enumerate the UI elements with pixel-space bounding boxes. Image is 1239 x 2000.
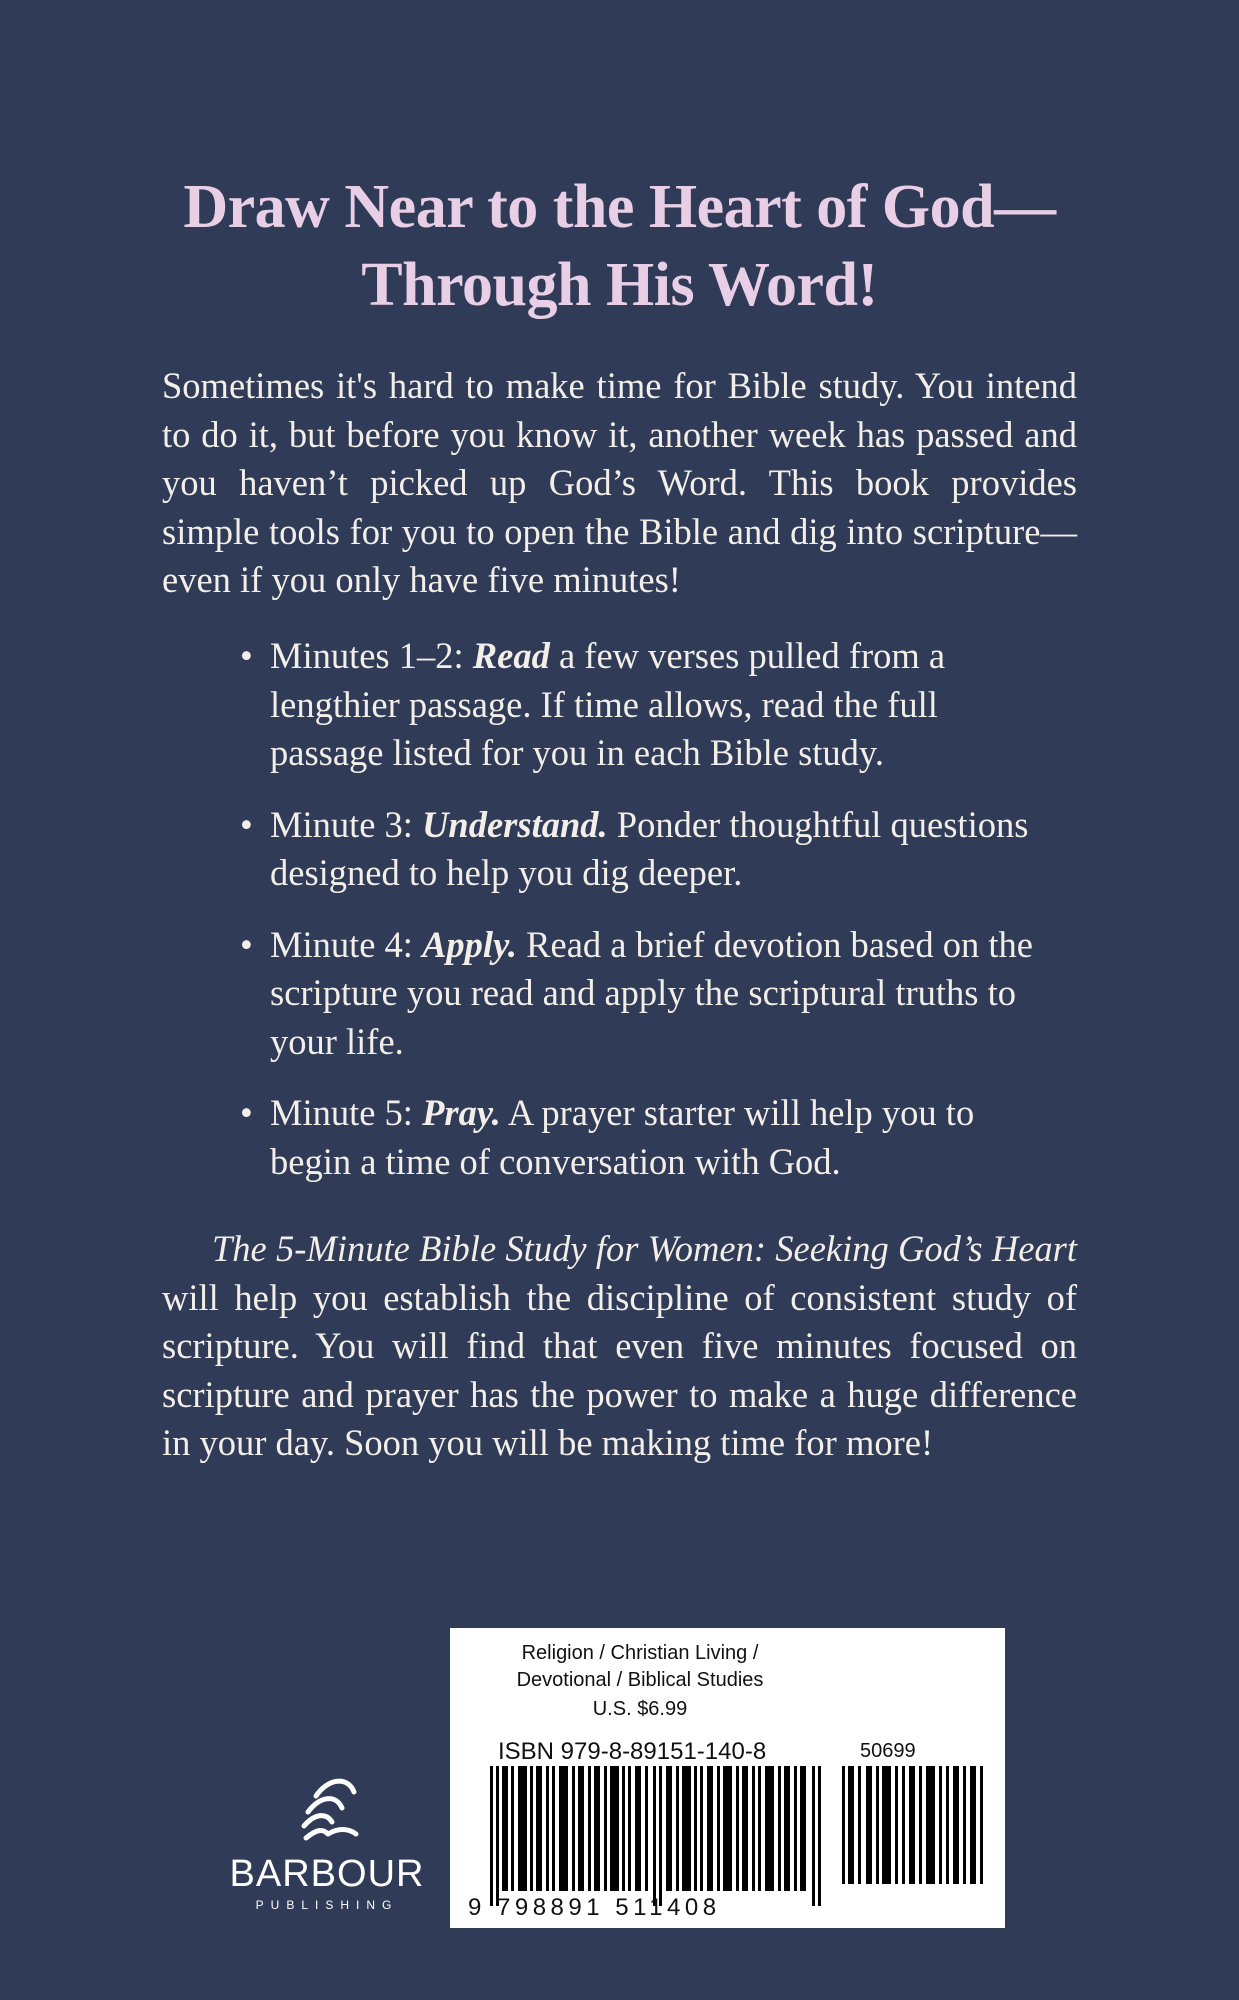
publisher-name: BARBOUR bbox=[229, 1853, 425, 1895]
price-text: U.S. $6.99 bbox=[592, 1698, 688, 1720]
list-item: • Minutes 1–2: Read a few verses pulled from a lengthier passage. If time allows, read the full passage listed for you in each Bible study. bbox=[240, 632, 1040, 778]
category-text: Religion / Christian Living / Devotional / Biblical Studies bbox=[516, 1642, 764, 1691]
price-barcode bbox=[842, 1766, 992, 1884]
list-item: • Minute 5: Pray. A prayer starter will help you to begin a time of conversation with God. bbox=[240, 1089, 1040, 1186]
headline-line-1: Draw Near to the Heart of God— bbox=[183, 173, 1056, 241]
isbn-text: ISBN 979-8-89151-140-8 bbox=[498, 1738, 767, 1765]
open-book-icon bbox=[282, 1768, 372, 1850]
bullet-dot: • bbox=[240, 803, 253, 845]
isbn-barcode bbox=[490, 1766, 830, 1906]
book-title: The 5-Minute Bible Study for Women: Seeking God’s Heart bbox=[212, 1228, 1077, 1269]
publisher-subtitle: PUBLISHING bbox=[255, 1898, 399, 1912]
barcode-label bbox=[450, 1628, 1005, 1928]
bullet-dot: • bbox=[240, 923, 253, 965]
list-item: • Minute 4: Apply. Read a brief devotion based on the scripture you read and apply the scriptural truths to your life. bbox=[240, 921, 1040, 1067]
price-addon-text: 50699 bbox=[860, 1740, 916, 1762]
bullet-dot: • bbox=[240, 1092, 253, 1133]
closing-paragraph: The 5-Minute Bible Study for Women: Seeking God’s Heart will help you establish the discipline of consistent study of scripture. You will find that even five minutes focused on scripture and prayer has the power to make a huge difference in your day. Soon you will be making time for more! bbox=[162, 1228, 1077, 1463]
minutes-list bbox=[240, 632, 1040, 1209]
headline bbox=[100, 168, 1139, 324]
barcode-digits: 9 798891 511408 bbox=[468, 1894, 721, 1921]
list-item: • Minute 3: Understand. Ponder thoughtful questions designed to help you dig deeper. bbox=[240, 801, 1040, 898]
headline-line-2: Through His Word! bbox=[361, 251, 878, 319]
bullet-dot: • bbox=[240, 635, 253, 676]
publisher-logo bbox=[222, 1768, 432, 1933]
intro-paragraph: Sometimes it's hard to make time for Bible study. You intend to do it, but before you know it, another week has passed and you haven’t picked up God’s Word. This book provides simple tools for you to open the Bible and dig into scripture—even if you only have five minutes! bbox=[162, 365, 1077, 600]
